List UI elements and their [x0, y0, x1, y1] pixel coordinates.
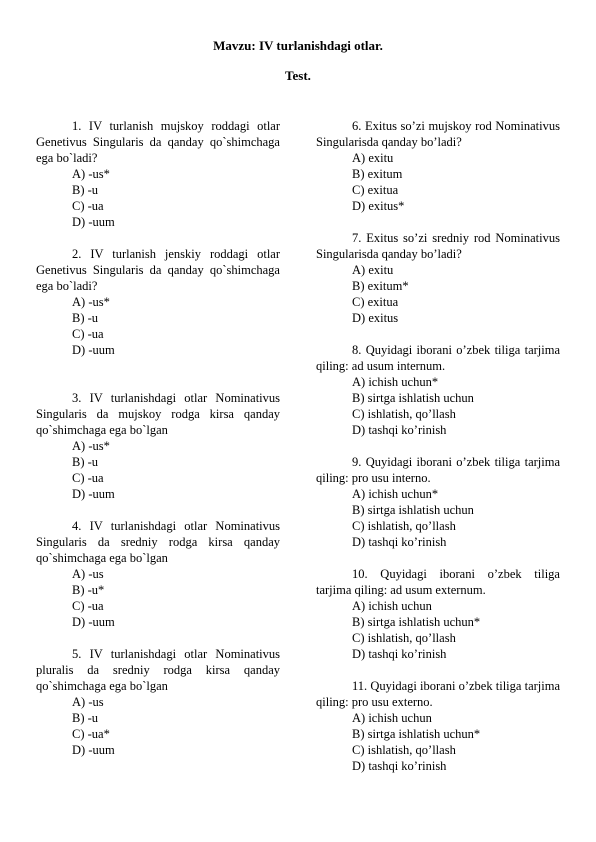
- answer-option: C) -ua: [72, 599, 104, 613]
- answer-option: A) exitu: [352, 151, 394, 165]
- question-text: 3. IV turlanishdagi otlar Nominativus Singularis da mujskoy rodga kirsa qanday qo`shimchaga ega bo`lgan: [36, 391, 280, 437]
- answer-option: B) -u*: [72, 583, 105, 597]
- left-column: [36, 118, 280, 774]
- question-text: 2. IV turlanish jenskiy roddagi otlar Genetivus Singularis da qanday qo`shimchaga ega bo`ladi?: [36, 247, 280, 293]
- question-right_questions-0: [316, 118, 560, 214]
- question-left_questions-3: [36, 518, 280, 630]
- answer-option: A) -us*: [72, 167, 110, 181]
- answer-option: C) ishlatish, qo’llash: [352, 407, 456, 421]
- answer-option: A) ichish uchun*: [352, 375, 439, 389]
- answer-option: D) -uum: [72, 615, 115, 629]
- answer-option: A) -us*: [72, 439, 110, 453]
- answer-option: C) -ua: [72, 199, 104, 213]
- answer-option: C) -ua: [72, 471, 104, 485]
- question-text: 8. Quyidagi iborani o’zbek tiliga tarjima qiling: ad usum internum.: [316, 343, 560, 373]
- answer-option: B) sirtga ishlatish uchun: [352, 503, 474, 517]
- answer-option: A) -us*: [72, 295, 110, 309]
- answer-option: D) -uum: [72, 343, 115, 357]
- answer-option: B) sirtga ishlatish uchun*: [352, 727, 481, 741]
- question-text: 9. Quyidagi iborani o’zbek tiliga tarjima qiling: pro usu interno.: [316, 455, 560, 485]
- question-left_questions-1: [36, 246, 280, 358]
- question-right_questions-5: [316, 678, 560, 774]
- question-text: 7. Exitus so’zi sredniy rod Nominativus Singularisda qanday bo’ladi?: [316, 231, 560, 261]
- question-text: 5. IV turlanishdagi otlar Nominativus pluralis da sredniy rodga kirsa qanday qo`shimchaga ega bo`lgan: [36, 647, 280, 693]
- answer-option: C) exitua: [352, 183, 399, 197]
- question-right_questions-1: [316, 230, 560, 326]
- question-text: 11. Quyidagi iborani o’zbek tiliga tarjima qiling: pro usu externo.: [316, 679, 560, 709]
- answer-option: C) -ua*: [72, 727, 110, 741]
- answer-option: A) -us: [72, 567, 104, 581]
- question-left_questions-4: [36, 646, 280, 758]
- answer-option: D) -uum: [72, 743, 115, 757]
- answer-option: D) -uum: [72, 215, 115, 229]
- question-text: 1. IV turlanish mujskoy roddagi otlar Genetivus Singularis da qanday qo`shimchaga ega bo`ladi?: [36, 119, 280, 165]
- question-text: 4. IV turlanishdagi otlar Nominativus Singularis da sredniy rodga kirsa qanday qo`shimchaga ega bo`lgan: [36, 519, 280, 565]
- question-right_questions-4: [316, 566, 560, 662]
- answer-option: B) exitum*: [352, 279, 409, 293]
- answer-option: A) exitu: [352, 263, 394, 277]
- answer-option: C) ishlatish, qo’llash: [352, 743, 456, 757]
- page-subtitle: Test.: [285, 68, 311, 83]
- answer-option: D) tashqi ko’rinish: [352, 759, 447, 773]
- answer-option: C) -ua: [72, 327, 104, 341]
- question-left_questions-2: [36, 390, 280, 502]
- page-title: Mavzu: IV turlanishdagi otlar.: [213, 38, 383, 53]
- answer-option: D) -uum: [72, 487, 115, 501]
- answer-option: B) sirtga ishlatish uchun*: [352, 615, 481, 629]
- answer-option: A) ichish uchun: [352, 711, 432, 725]
- question-text: 10. Quyidagi iborani o’zbek tiliga tarjima qiling: ad usum externum.: [316, 567, 560, 597]
- question-right_questions-2: [316, 342, 560, 438]
- right-column: [316, 118, 560, 790]
- answer-option: D) tashqi ko’rinish: [352, 647, 447, 661]
- question-left_questions-0: [36, 118, 280, 230]
- answer-option: C) exitua: [352, 295, 399, 309]
- answer-option: A) ichish uchun*: [352, 487, 439, 501]
- answer-option: A) ichish uchun: [352, 599, 432, 613]
- answer-option: D) exitus*: [352, 199, 405, 213]
- answer-option: B) -u: [72, 311, 99, 325]
- answer-option: D) tashqi ko’rinish: [352, 423, 447, 437]
- answer-option: B) -u: [72, 455, 99, 469]
- answer-option: B) sirtga ishlatish uchun: [352, 391, 474, 405]
- answer-option: D) exitus: [352, 311, 399, 325]
- answer-option: C) ishlatish, qo’llash: [352, 519, 456, 533]
- answer-option: A) -us: [72, 695, 104, 709]
- question-text: 6. Exitus so’zi mujskoy rod Nominativus Singularisda qanday bo’ladi?: [316, 119, 560, 149]
- answer-option: B) -u: [72, 711, 99, 725]
- answer-option: D) tashqi ko’rinish: [352, 535, 447, 549]
- answer-option: C) ishlatish, qo’llash: [352, 631, 456, 645]
- answer-option: B) -u: [72, 183, 99, 197]
- question-right_questions-3: [316, 454, 560, 550]
- answer-option: B) exitum: [352, 167, 403, 181]
